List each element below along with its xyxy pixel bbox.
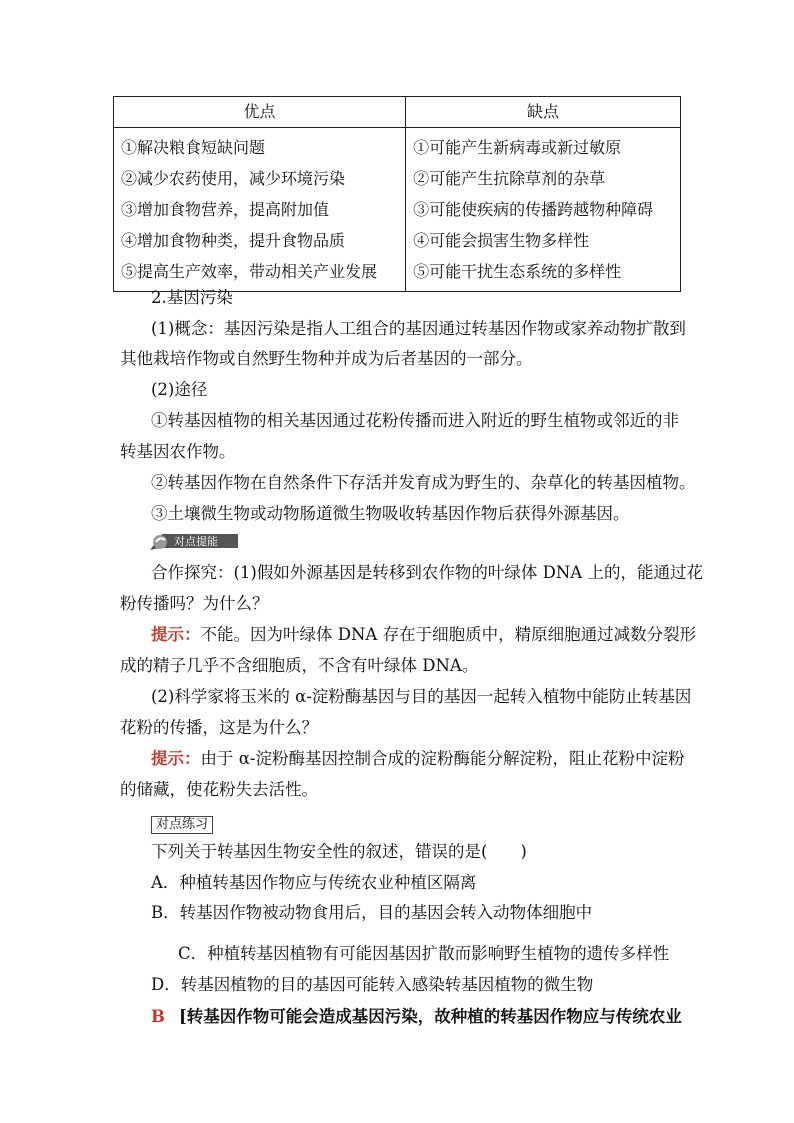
section-heading: 2.基因污染 bbox=[151, 288, 233, 307]
pros-item: ⑤提高生产效率，带动相关产业发展 bbox=[121, 262, 378, 281]
pros-item: ①解决粮食短缺问题 bbox=[121, 138, 266, 157]
cons-item: ①可能产生新病毒或新过敏原 bbox=[413, 138, 622, 157]
practice-question: 下列关于转基因生物安全性的叙述，错误的是( ) bbox=[151, 842, 527, 861]
answer-text: 由于 α-淀粉酶基因控制合成的淀粉酶能分解淀粉，阻止花粉中淀粉 bbox=[200, 749, 685, 768]
concept-line: 其他栽培作物或自然野生物种并成为后者基因的一部分。 bbox=[120, 349, 533, 368]
banner-icon bbox=[153, 535, 167, 549]
option-c: C．种植转基因植物有可能因基因扩散而影响野生植物的遗传多样性 bbox=[178, 944, 670, 963]
option-b: B．转基因作物被动物食用后，目的基因会转入动物体细胞中 bbox=[151, 903, 593, 922]
option-d: D．转基因植物的目的基因可能转入感染转基因植物的微生物 bbox=[151, 975, 594, 994]
hint-label: 提示： bbox=[151, 625, 201, 644]
question-line: (2)科学家将玉米的 α-淀粉酶基因与目的基因一起转入植物中能防止转基因 bbox=[151, 687, 692, 706]
pros-cons-table bbox=[113, 96, 681, 292]
question-line: 合作探究：(1)假如外源基因是转移到农作物的叶绿体 DNA 上的，能通过花 bbox=[151, 563, 703, 582]
path-line: ①转基因植物的相关基因通过花粉传播而进入附近的野生植物或邻近的非 bbox=[151, 411, 679, 430]
pros-header: 优点 bbox=[114, 97, 406, 128]
pros-item: ②减少农药使用，减少环境污染 bbox=[121, 169, 346, 188]
cons-cell bbox=[406, 128, 681, 292]
answer-line bbox=[151, 748, 684, 770]
cons-item: ②可能产生抗除草剂的杂草 bbox=[413, 169, 606, 188]
pros-cell bbox=[114, 128, 406, 292]
answer-line bbox=[151, 1006, 682, 1028]
path-line: ②转基因作物在自然条件下存活并发育成为野生的、杂草化的转基因植物。 bbox=[151, 473, 696, 492]
cons-item: ④可能会损害生物多样性 bbox=[413, 231, 590, 250]
answer-line bbox=[151, 624, 696, 646]
answer-explanation: [转基因作物可能会造成基因污染，故种植的转基因作物应与传统农业 bbox=[178, 1007, 682, 1026]
cons-header: 缺点 bbox=[406, 97, 681, 128]
option-a: A．种植转基因作物应与传统农业种植区隔离 bbox=[151, 873, 477, 892]
path-heading: (2)途径 bbox=[151, 380, 208, 399]
cons-item: ⑤可能干扰生态系统的多样性 bbox=[413, 262, 622, 281]
practice-label: 对点练习 bbox=[151, 816, 213, 834]
path-line: ③土壤微生物或动物肠道微生物吸收转基因作物后获得外源基因。 bbox=[151, 504, 630, 523]
banner-label: 对点提能 bbox=[174, 535, 218, 548]
concept-line: (1)概念：基因污染是指人工组合的基因通过转基因作物或家养动物扩散到 bbox=[151, 319, 686, 338]
pros-item: ④增加食物种类，提升食物品质 bbox=[121, 231, 346, 250]
cons-item: ③可能使疾病的传播跨越物种障碍 bbox=[413, 200, 654, 219]
hint-label: 提示： bbox=[151, 749, 201, 768]
answer-line: 成的精子几乎不含细胞质，不含有叶绿体 DNA。 bbox=[120, 656, 479, 675]
path-line: 转基因农作物。 bbox=[120, 442, 236, 461]
answer-letter: B bbox=[151, 1007, 165, 1026]
question-line: 花粉的传播，这是为什么？ bbox=[120, 718, 318, 737]
answer-line: 的储藏，使花粉失去活性。 bbox=[120, 780, 318, 799]
pros-item: ③增加食物营养，提高附加值 bbox=[121, 200, 330, 219]
answer-text: 不能。因为叶绿体 DNA 存在于细胞质中，精原细胞通过减数分裂形 bbox=[200, 625, 697, 644]
tidian-banner bbox=[150, 532, 238, 550]
question-line: 粉传播吗？为什么？ bbox=[120, 594, 269, 613]
